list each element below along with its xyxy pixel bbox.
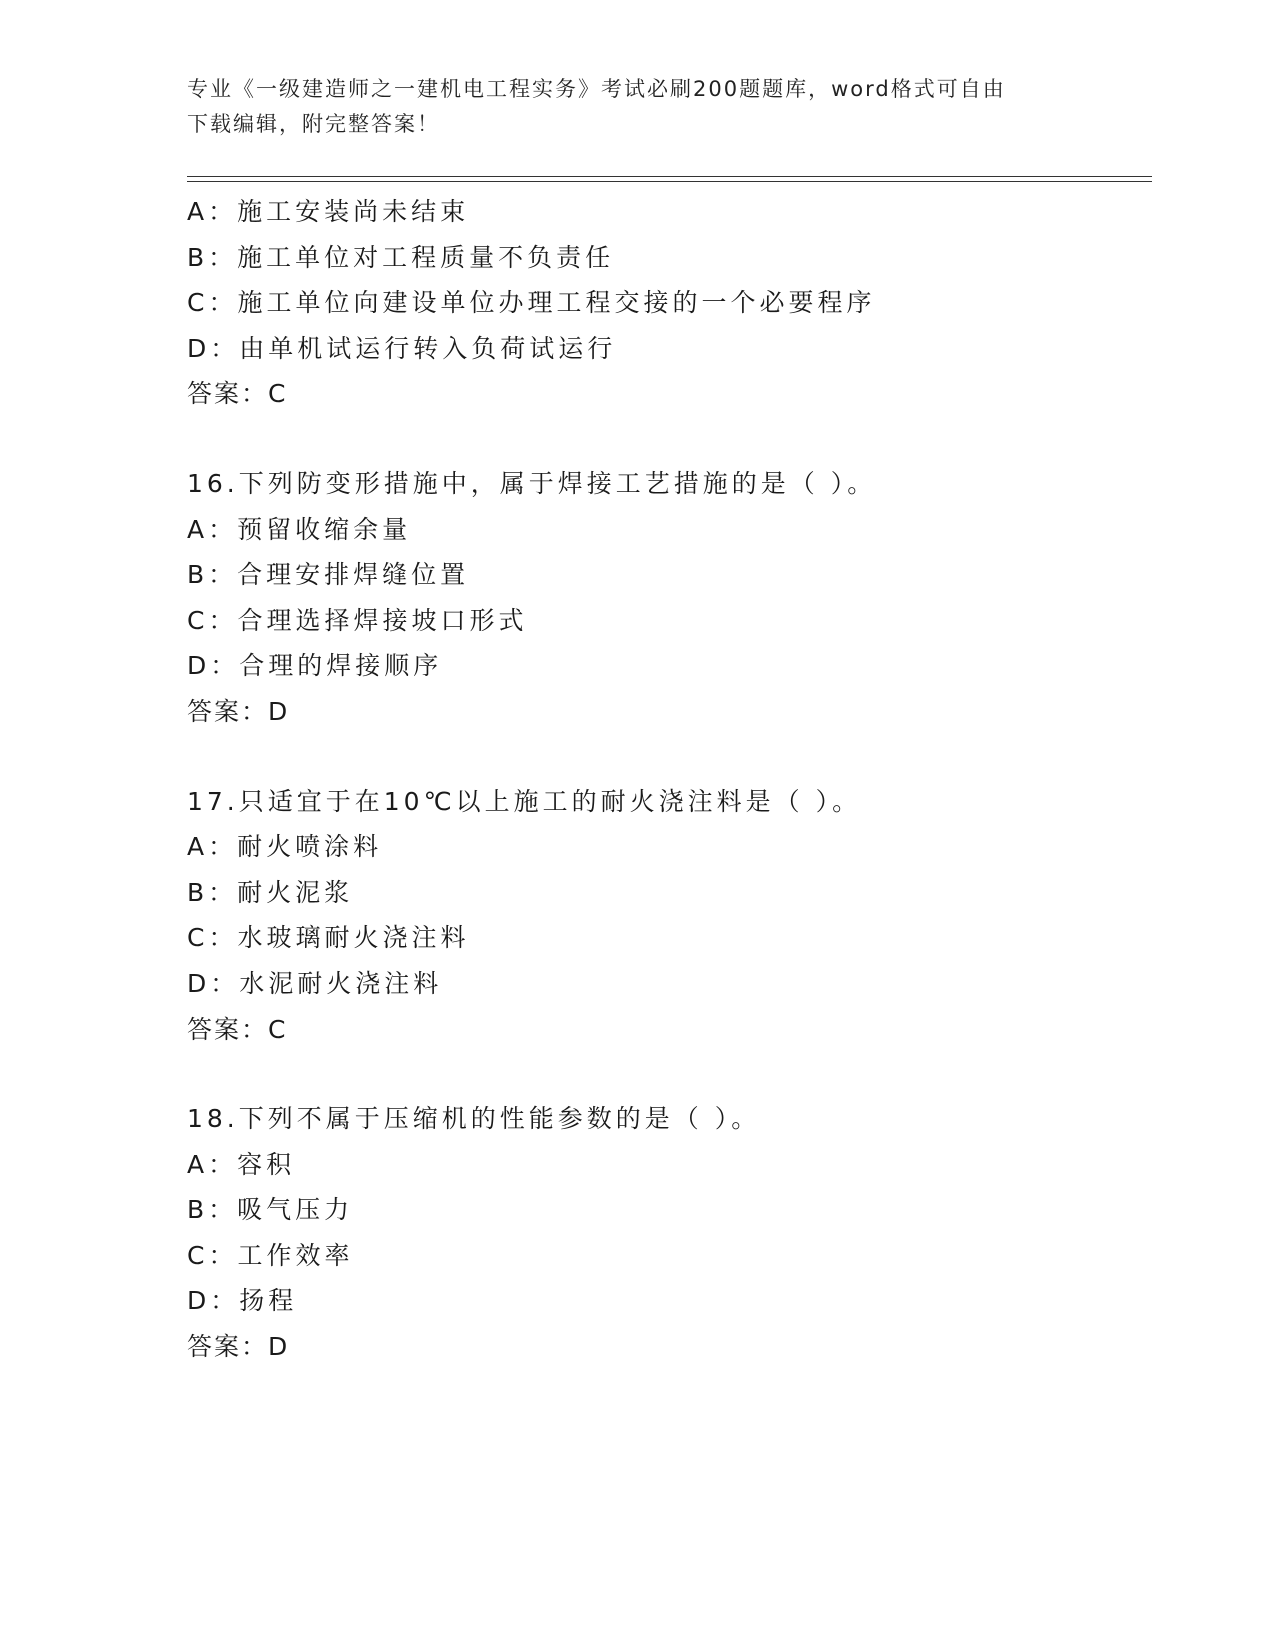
option-a: A：耐火喷涂料 xyxy=(187,832,383,862)
option-c: C：工作效率 xyxy=(187,1240,354,1270)
option-d: D：扬程 xyxy=(187,1286,298,1316)
question-15-continued xyxy=(187,189,1152,417)
question-17 xyxy=(187,779,1152,1053)
answer: 答案：C xyxy=(187,1014,288,1044)
question-stem: 16.下列防变形措施中，属于焊接工艺措施的是（ ）。 xyxy=(187,468,877,498)
option-b: B：施工单位对工程质量不负责任 xyxy=(187,242,615,272)
option-c: C：水玻璃耐火浇注料 xyxy=(187,923,470,953)
question-18 xyxy=(187,1096,1152,1370)
question-list xyxy=(187,189,1152,1370)
question-stem: 17.只适宜于在10℃以上施工的耐火浇注料是（ ）。 xyxy=(187,786,862,816)
question-16 xyxy=(187,461,1152,735)
option-a: A：预留收缩余量 xyxy=(187,514,412,544)
option-c: C：施工单位向建设单位办理工程交接的一个必要程序 xyxy=(187,288,876,318)
header-line-1: 专业《一级建造师之一建机电工程实务》考试必刷200题题库，word格式可自由 xyxy=(187,77,1006,101)
spacer xyxy=(187,735,1152,779)
option-b: B：合理安排焊缝位置 xyxy=(187,560,470,590)
header-divider-bottom xyxy=(187,181,1152,182)
option-d: D：合理的焊接顺序 xyxy=(187,651,443,681)
answer: 答案：C xyxy=(187,379,288,409)
option-a: A：施工安装尚未结束 xyxy=(187,197,470,226)
answer: 答案：D xyxy=(187,1332,290,1362)
spacer xyxy=(187,417,1152,461)
option-b: B：耐火泥浆 xyxy=(187,877,354,907)
document-header xyxy=(187,72,1087,142)
option-b: B：吸气压力 xyxy=(187,1195,354,1225)
option-d: D：由单机试运行转入负荷试运行 xyxy=(187,333,617,363)
header-line-2: 下载编辑，附完整答案！ xyxy=(187,112,440,136)
option-d: D：水泥耐火浇注料 xyxy=(187,968,443,998)
option-a: A：容积 xyxy=(187,1149,296,1179)
option-c: C：合理选择焊接坡口形式 xyxy=(187,605,528,635)
spacer xyxy=(187,1052,1152,1096)
question-stem: 18.下列不属于压缩机的性能参数的是（ ）。 xyxy=(187,1104,761,1134)
answer: 答案：D xyxy=(187,696,290,726)
header-divider-top xyxy=(187,176,1152,177)
